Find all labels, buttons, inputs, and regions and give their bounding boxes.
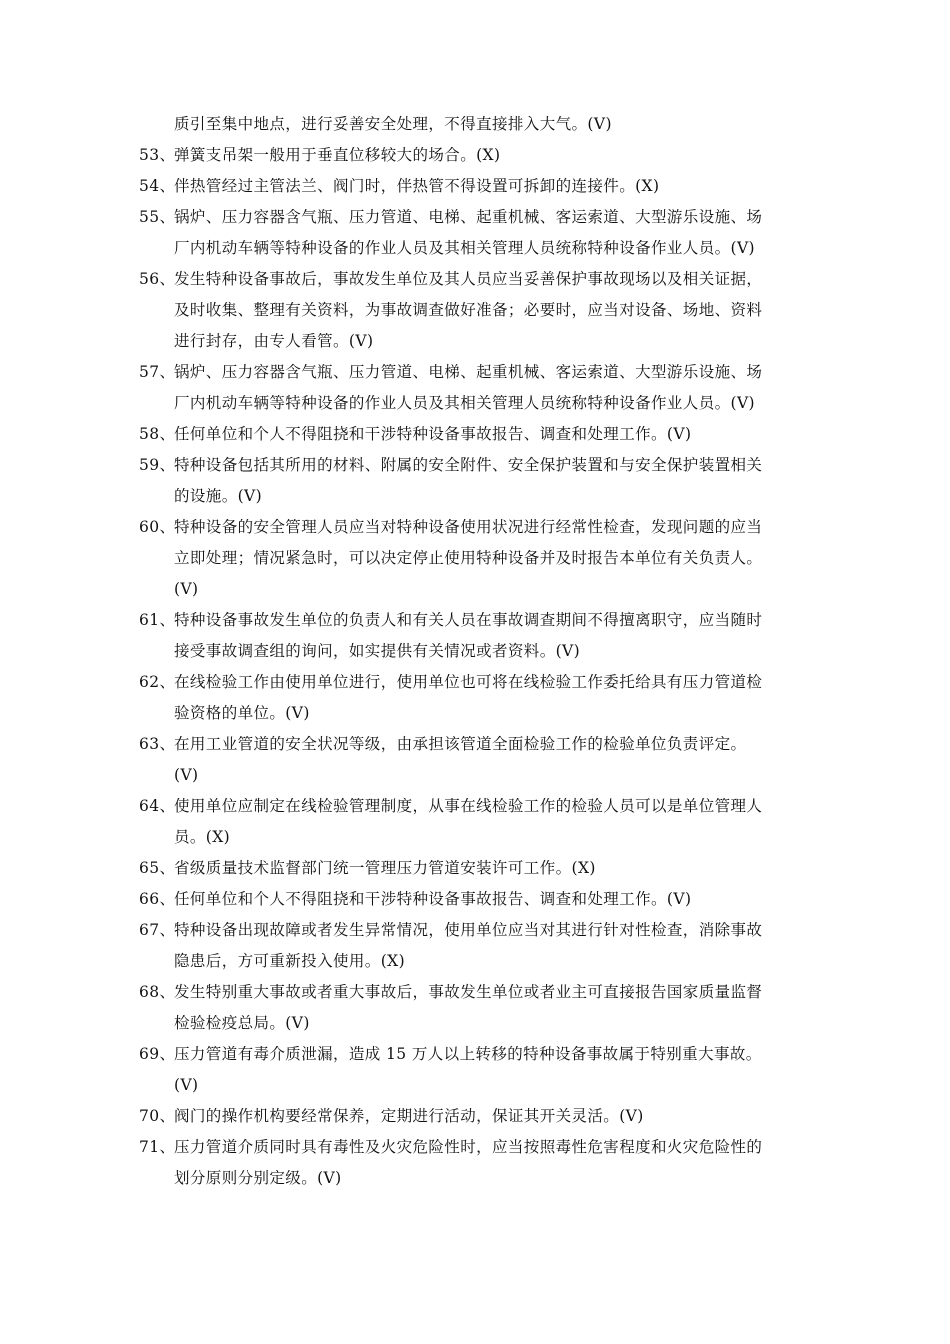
item-text [174,667,819,729]
item-text-line: 员。(X) [174,828,231,846]
item-number: 62、 [139,673,176,691]
item-text-line: 的设施。(V) [174,487,263,505]
item-number: 55、 [139,208,176,226]
item-text [174,419,819,450]
item-text-line: 锅炉、压力容器含气瓶、压力管道、电梯、起重机械、客运索道、大型游乐设施、场 [174,363,763,381]
item-text [174,450,819,512]
item-text-line: 压力管道介质同时具有毒性及火灾危险性时，应当按照毒性危害程度和火灾危险性的 [174,1138,763,1156]
item-number: 63、 [139,735,176,753]
item-number: 64、 [139,797,176,815]
list-item [139,853,819,884]
item-text [174,171,819,202]
item-number: 69、 [139,1045,176,1063]
item-text-line: (V) [174,1076,199,1094]
item-number: 67、 [139,921,176,939]
list-item [139,915,819,977]
item-text-line: 特种设备的安全管理人员应当对特种设备使用状况进行经常性检查，发现问题的应当 [174,518,763,536]
item-text-line: 任何单位和个人不得阻挠和干涉特种设备事故报告、调查和处理工作。(V) [174,890,692,908]
item-text-line: 在用工业管道的安全状况等级，由承担该管道全面检验工作的检验单位负责评定。 [174,735,747,753]
item-text-line: 使用单位应制定在线检验管理制度，从事在线检验工作的检验人员可以是单位管理人 [174,797,763,815]
item-text-line: 弹簧支吊架一般用于垂直位移较大的场合。(X) [174,146,501,164]
continuation-line: 质引至集中地点，进行妥善安全处理，不得直接排入大气。(V) [174,115,612,133]
item-text-line: 厂内机动车辆等特种设备的作业人员及其相关管理人员统称特种设备作业人员。(V) [174,239,755,257]
item-text-line: 验资格的单位。(V) [174,704,310,722]
item-text-line: 压力管道有毒介质泄漏，造成 15 万人以上转移的特种设备事故属于特别重大事故。 [174,1045,762,1063]
item-number: 70、 [139,1107,176,1125]
item-text-line: 省级质量技术监督部门统一管理压力管道安装许可工作。(X) [174,859,596,877]
item-number: 65、 [139,859,176,877]
item-text [174,140,819,171]
item-text-line: (V) [174,580,199,598]
item-number: 54、 [139,177,176,195]
item-number: 60、 [139,518,176,536]
item-text-line: 特种设备包括其所用的材料、附属的安全附件、安全保护装置和与安全保护装置相关 [174,456,763,474]
item-text-line: 特种设备出现故障或者发生异常情况，使用单位应当对其进行针对性检查，消除事故 [174,921,763,939]
item-text-line: 在线检验工作由使用单位进行，使用单位也可将在线检验工作委托给具有压力管道检 [174,673,763,691]
item-text-line: 锅炉、压力容器含气瓶、压力管道、电梯、起重机械、客运索道、大型游乐设施、场 [174,208,763,226]
item-text-line: 立即处理；情况紧急时，可以决定停止使用特种设备并及时报告本单位有关负责人。 [174,549,763,567]
item-text-line: 检验检疫总局。(V) [174,1014,310,1032]
list-item [139,450,819,512]
list-item [139,357,819,419]
item-number: 61、 [139,611,176,629]
list-item [139,1039,819,1101]
item-text [174,605,819,667]
item-text-line: 及时收集、整理有关资料，为事故调查做好准备；必要时，应当对设备、场地、资料 [174,301,763,319]
item-text-line: 阀门的操作机构要经常保养，定期进行活动，保证其开关灵活。(V) [174,1107,644,1125]
item-text-line: 隐患后，方可重新投入使用。(X) [174,952,406,970]
item-text-line: 划分原则分别定级。(V) [174,1169,342,1187]
item-text-line: 发生特种设备事故后，事故发生单位及其人员应当妥善保护事故现场以及相关证据， [174,270,763,288]
list-item [139,1101,819,1132]
item-number: 53、 [139,146,176,164]
list-item [139,884,819,915]
item-text-line: (V) [174,766,199,784]
item-text [174,1101,819,1132]
item-text [174,1132,819,1194]
list-item [139,419,819,450]
item-text-line: 厂内机动车辆等特种设备的作业人员及其相关管理人员统称特种设备作业人员。(V) [174,394,755,412]
item-text [174,791,819,853]
list-item [139,977,819,1039]
item-text-line: 发生特别重大事故或者重大事故后，事故发生单位或者业主可直接报告国家质量监督 [174,983,763,1001]
list-item [139,202,819,264]
list-item [139,605,819,667]
item-number: 58、 [139,425,176,443]
question-list [139,109,819,1194]
list-item [139,1132,819,1194]
item-number: 68、 [139,983,176,1001]
item-text-line: 接受事故调查组的询问，如实提供有关情况或者资料。(V) [174,642,581,660]
item-number: 66、 [139,890,176,908]
item-text-line: 特种设备事故发生单位的负责人和有关人员在事故调查期间不得擅离职守，应当随时 [174,611,763,629]
item-text-line: 进行封存，由专人看管。(V) [174,332,374,350]
item-text [174,884,819,915]
list-item [139,791,819,853]
item-number: 71、 [139,1138,176,1156]
item-text [174,915,819,977]
item-text-line: 任何单位和个人不得阻挠和干涉特种设备事故报告、调查和处理工作。(V) [174,425,692,443]
item-text [174,202,819,264]
item-text [174,1039,819,1101]
item-text [174,853,819,884]
item-text [174,357,819,419]
item-text [174,264,819,357]
item-text-line: 伴热管经过主管法兰、阀门时，伴热管不得设置可拆卸的连接件。(X) [174,177,660,195]
list-item [139,667,819,729]
list-item [139,171,819,202]
items-container [139,140,819,1194]
list-item [139,512,819,605]
item-number: 56、 [139,270,176,288]
list-item [139,264,819,357]
item-text [174,512,819,605]
list-item [139,729,819,791]
list-item [139,140,819,171]
item-number: 59、 [139,456,176,474]
item-text [174,729,819,791]
item-text [174,977,819,1039]
item-number: 57、 [139,363,176,381]
